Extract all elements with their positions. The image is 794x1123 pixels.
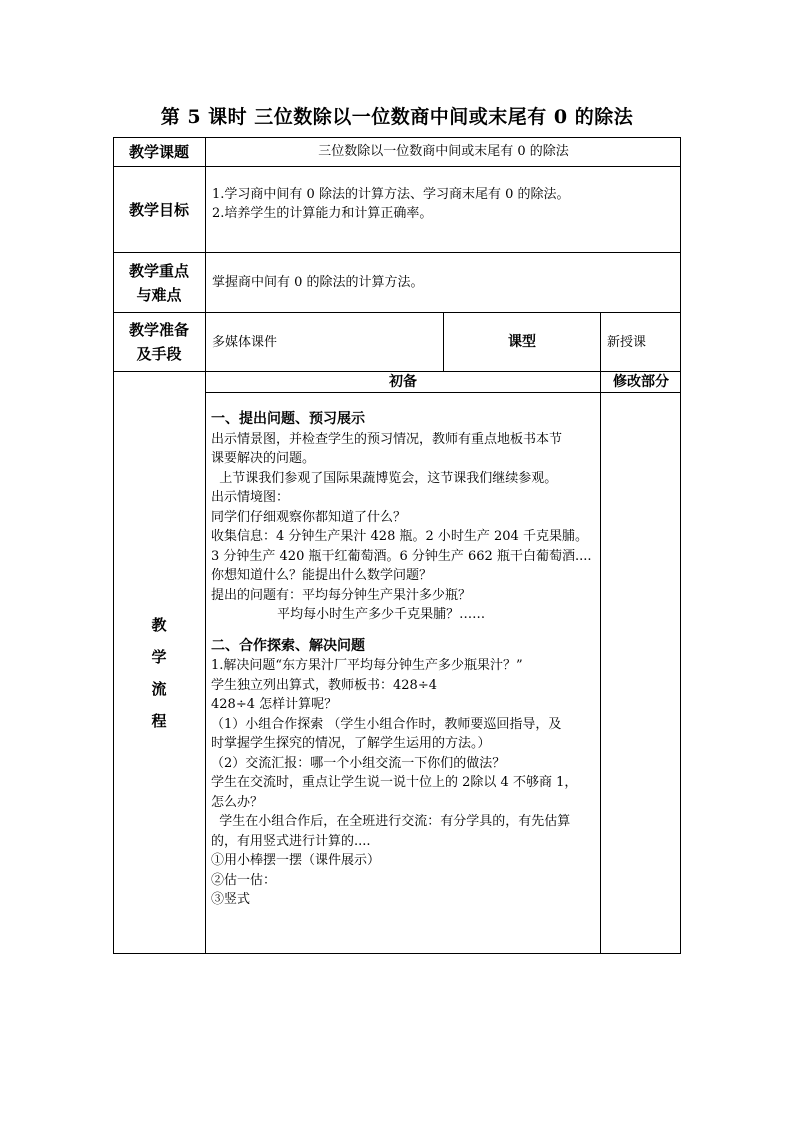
process-line: 时掌握学生探究的情况，了解学生运用的方法。）	[211, 736, 491, 751]
process-label-char: 流	[151, 680, 167, 698]
process-line: 你想知道什么？能提出什么数学问题？	[211, 568, 433, 583]
goals-label	[113, 167, 205, 252]
process-line: 平均每小时生产多少千克果脯？……	[211, 607, 486, 622]
page-title: 第 5 课时 三位数除以一位数商中间或末尾有 0 的除法	[160, 106, 634, 128]
goal-line: 2.培养学生的计算能力和计算正确率。	[212, 205, 433, 221]
process-line: 的，有用竖式进行计算的....	[211, 833, 371, 849]
edit-column-header: 修改部分	[613, 373, 669, 390]
process-line: 学生在交流时，重点让学生说一说十位上的 2除以 4 不够商 1，	[211, 775, 578, 790]
process-line: 提出的问题有：平均每分钟生产果汁多少瓶？	[211, 587, 472, 603]
process-line: ①用小棒摆一摆（课件展示）	[211, 853, 381, 868]
prep-label	[113, 313, 205, 371]
lesson-type-label: 课型	[508, 333, 536, 350]
process-line: 怎么办？	[211, 794, 264, 810]
goals-label-text: 教学目标	[128, 200, 189, 219]
key-label-line: 与难点	[136, 285, 182, 304]
topic-label	[113, 137, 205, 166]
goals-value	[206, 167, 681, 252]
prep-label-line: 教学准备	[128, 321, 189, 339]
process-content	[211, 410, 597, 910]
process-line: 学生在小组合作后，在全班进行交流：有分学具的，有先估算	[211, 814, 571, 829]
process-label-char: 程	[151, 712, 167, 730]
process-line: 同学们仔细观察你都知道了什么？	[211, 509, 407, 525]
process-line: 学生独立列出算式，教师板书：428÷4	[211, 677, 437, 693]
process-line: 3 分钟生产 420 瓶干红葡萄酒。6 分钟生产 662 瓶干白葡萄酒....	[211, 548, 592, 564]
key-value: 掌握商中间有 0 的除法的计算方法。	[212, 275, 424, 290]
prep-value: 多媒体课件	[212, 334, 278, 350]
topic-value: 三位数除以一位数商中间或末尾有 0 的除法	[318, 144, 569, 159]
goal-line: 1.学习商中间有 0 除法的计算方法、学习商末尾有 0 的除法。	[212, 186, 570, 202]
process-line: 上节课我们参观了国际果蔬博览会，这节课我们继续参观。	[211, 470, 558, 486]
column-divider	[600, 312, 601, 954]
process-line: 收集信息：4 分钟生产果汁 428 瓶。2 小时生产 204 千克果脯。	[211, 529, 588, 544]
process-label-char: 教	[151, 616, 167, 634]
process-line: ③竖式	[211, 892, 251, 907]
header-divider	[205, 392, 681, 393]
process-line: （1）小组合作探索 （学生小组合作时，教师要巡回指导，及	[211, 716, 562, 732]
draft-column-header: 初备	[389, 373, 417, 390]
prep-label-line: 及手段	[136, 345, 182, 363]
process-line: 428÷4 怎样计算呢？	[211, 697, 338, 712]
topic-label-text: 教学课题	[128, 142, 189, 161]
process-line: 1.解决问题“东方果汁厂平均每分钟生产多少瓶果汁？”	[211, 658, 523, 673]
process-line: 出示情景图，并检查学生的预习情况，教师有重点地板书本节	[211, 431, 563, 447]
lesson-type-value: 新授课	[607, 334, 647, 350]
section-gap	[211, 625, 597, 637]
process-label-char: 学	[151, 648, 167, 666]
section-heading: 二、合作探索、解决问题	[211, 637, 365, 654]
key-label	[113, 253, 205, 312]
section-heading: 一、提出问题、预习展示	[211, 411, 365, 427]
process-label	[113, 372, 205, 954]
process-line: ②估一估：	[211, 872, 277, 888]
key-label-line: 教学重点	[128, 261, 189, 280]
process-line: （2）交流汇报：哪一个小组交流一下你们的做法？	[211, 755, 506, 771]
process-line: 课要解决的问题。	[211, 451, 316, 466]
process-line: 出示情境图：	[211, 490, 290, 505]
